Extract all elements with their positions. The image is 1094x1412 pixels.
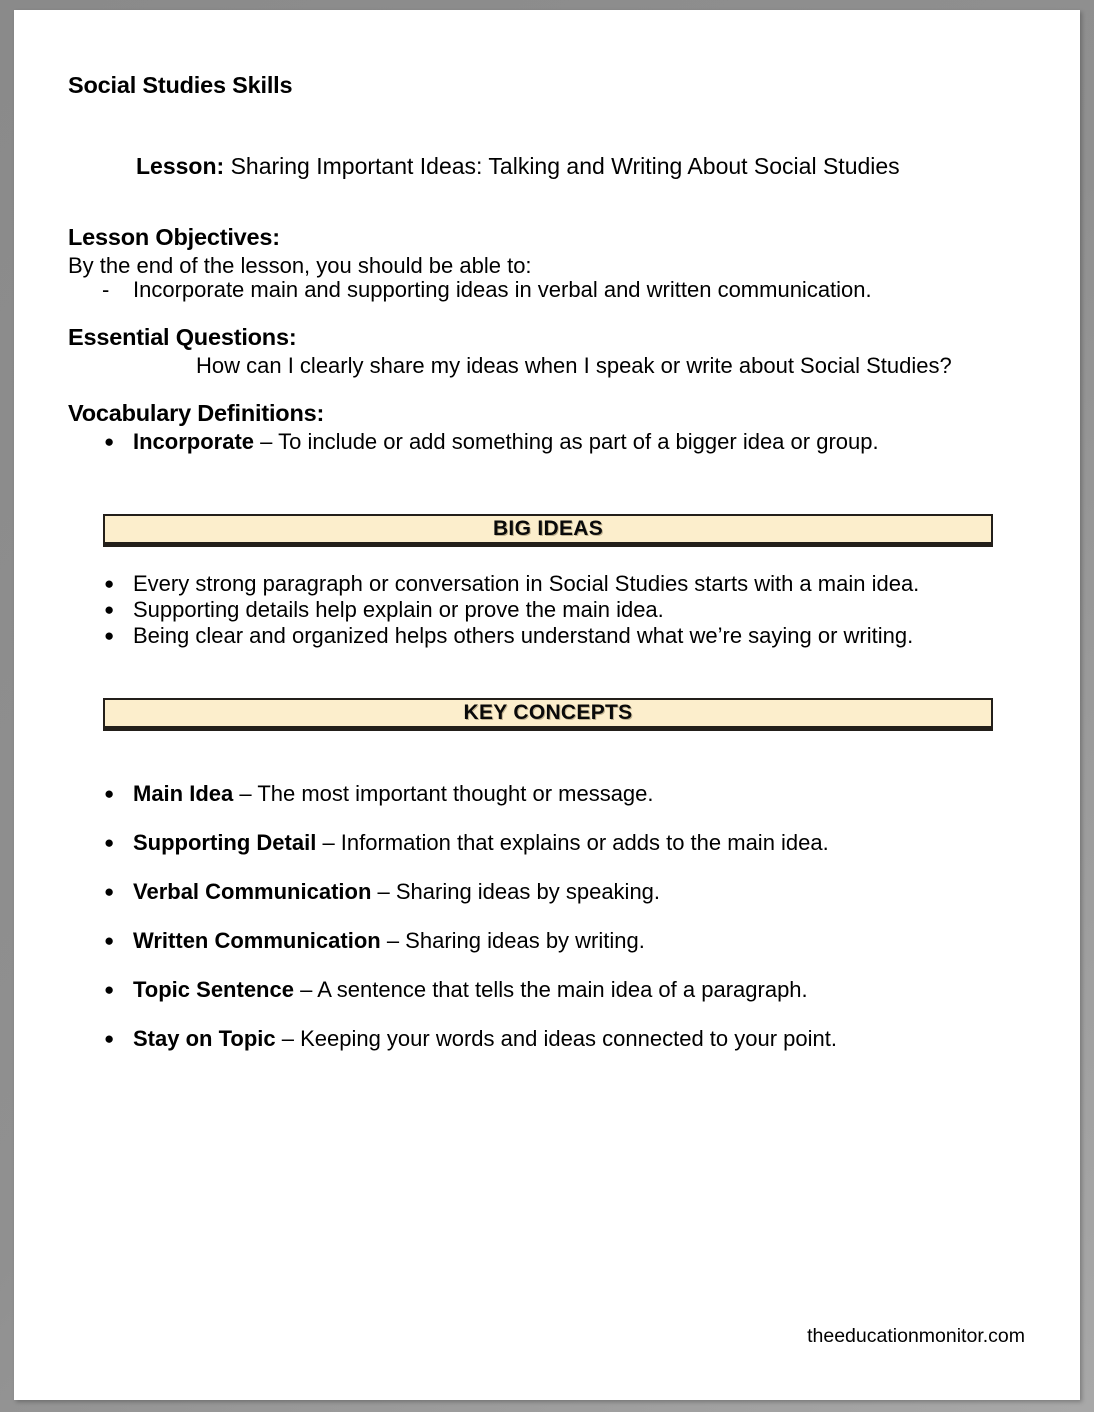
- vocabulary-heading: Vocabulary Definitions:: [68, 400, 325, 426]
- key-concept-definition: – A sentence that tells the main idea of a paragraph.: [293, 977, 808, 1002]
- key-concept-definition: – Sharing ideas by speaking.: [371, 879, 661, 904]
- lesson-objective-item: [102, 277, 872, 303]
- big-ideas-banner: [103, 514, 993, 547]
- bullet-icon: ●: [104, 574, 115, 593]
- big-idea-item: [104, 623, 913, 648]
- key-concept-term: Main Idea: [133, 781, 234, 806]
- big-idea-text: Being clear and organized helps others understand what we’re saying or writing.: [133, 623, 914, 648]
- essential-question-item: How can I clearly share my ideas when I speak or write about Social Studies?: [196, 353, 952, 378]
- vocabulary-item: [104, 429, 879, 454]
- footer-source: theeducationmonitor.com: [807, 1325, 1025, 1347]
- bullet-icon: ●: [104, 784, 115, 803]
- key-concepts-banner-label: KEY CONCEPTS: [463, 701, 633, 724]
- bullet-icon: ●: [104, 882, 115, 901]
- key-concept-item: [104, 879, 660, 904]
- bullet-icon: ●: [104, 931, 115, 950]
- lesson-label: Lesson:: [136, 153, 225, 179]
- bullet-icon: ●: [104, 833, 115, 852]
- lesson-objectives-heading: Lesson Objectives:: [68, 224, 280, 250]
- big-idea-text: Supporting details help explain or prove the main idea.: [133, 597, 664, 622]
- key-concept-definition: – The most important thought or message.: [233, 781, 654, 806]
- key-concept-term: Topic Sentence: [133, 977, 294, 1002]
- key-concepts-banner: [103, 698, 993, 731]
- lesson-heading: [136, 153, 900, 180]
- key-concept-term: Verbal Communication: [133, 879, 372, 904]
- vocabulary-term: Incorporate: [133, 429, 255, 454]
- lesson-objective-text: Incorporate main and supporting ideas in verbal and written communication.: [133, 277, 872, 302]
- bullet-icon: ●: [104, 626, 115, 645]
- big-idea-item: [104, 571, 919, 596]
- lesson-title: Sharing Important Ideas: Talking and Writing About Social Studies: [224, 153, 900, 179]
- key-concept-item: [104, 1026, 837, 1051]
- key-concept-definition: – Information that explains or adds to the main idea.: [316, 830, 829, 855]
- bullet-icon: ●: [104, 980, 115, 999]
- key-concept-item: [104, 928, 645, 953]
- lesson-objectives-intro: By the end of the lesson, you should be able to:: [68, 253, 532, 278]
- key-concept-term: Written Communication: [133, 928, 381, 953]
- key-concept-definition: – Sharing ideas by writing.: [380, 928, 645, 953]
- bullet-icon: ●: [104, 600, 115, 619]
- page-title: Social Studies Skills: [68, 72, 293, 98]
- key-concept-item: [104, 977, 808, 1002]
- big-idea-item: [104, 597, 664, 622]
- key-concept-definition: – Keeping your words and ideas connected to your point.: [275, 1026, 837, 1051]
- bullet-icon: ●: [104, 432, 115, 451]
- dash-marker: -: [102, 277, 110, 302]
- key-concept-term: Stay on Topic: [133, 1026, 276, 1051]
- key-concept-item: [104, 781, 654, 806]
- key-concept-term: Supporting Detail: [133, 830, 317, 855]
- big-ideas-banner-label: BIG IDEAS: [492, 517, 604, 540]
- vocabulary-definition: – To include or add something as part of a bigger idea or group.: [254, 429, 879, 454]
- essential-questions-heading: Essential Questions:: [68, 324, 297, 350]
- document-page: [14, 10, 1080, 1400]
- bullet-icon: ●: [104, 1029, 115, 1048]
- big-idea-text: Every strong paragraph or conversation in Social Studies starts with a main idea.: [133, 571, 920, 596]
- key-concept-item: [104, 830, 829, 855]
